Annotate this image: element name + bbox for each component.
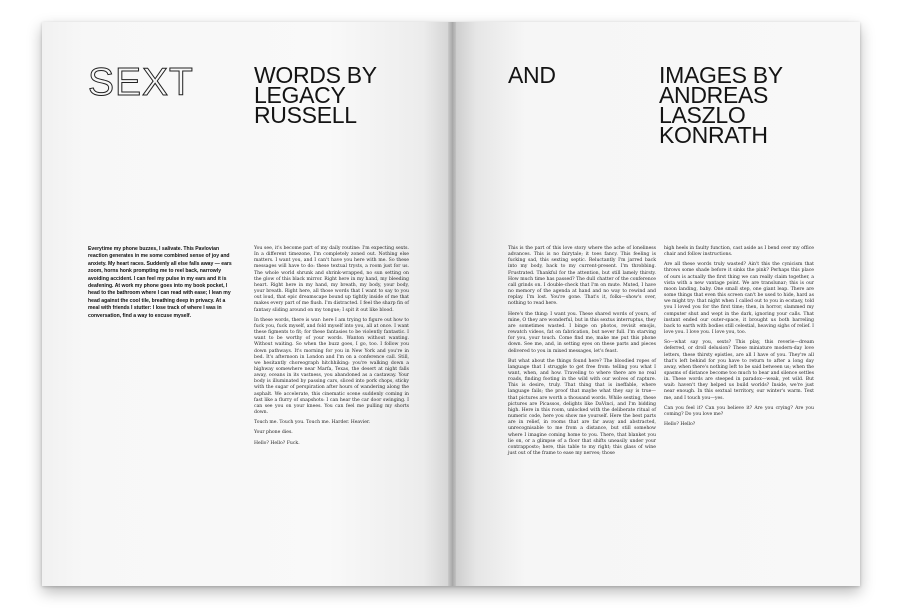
body-paragraph: You see, it's become part of my daily routine: I'm expecting sexts. In a different timezone, I'm completely zoned out. Nothing else matters. I want you, and I can't have you here with me. So these messages will have to do: these textual trysts, a room just for us. The whole world shrunk and shrink-wrapped, no sun setting on the glow of this black mirror. Right here in my hand, my bleeding heart. Right here in my hand, my breath, my body, your body, your breath. Right here, all those words that I want to say to you out loud, that epic dreamscape bound up tightly inside of me that makes every part of me flush. I'm distracted. I feel the sharp fin of fantasy sliding around on my tongue; I spit it out like blood. <box>254 246 409 313</box>
body-paragraph: high heels in faulty function, cast aside as I bend over my office chair and follow instructions. <box>664 246 814 258</box>
body-paragraph: So—what say you, sexts? This play, this reverie—dream deferred, or droll delusion? These miniature modern-day love letters, these thirsty epistles, are all I have of you. They're all that's left behind for you have to return to after a long day away, when there's nothing left to be said between us; when the spasms of distance become too much to bear and silence settles in. These words are steeped in paradox—weak, yet wild. But wait: haven't they helped us build worlds? Inside, we're just near enough. In this sextual territory, our winter's warm. Text me, and I touch you—yes. <box>664 340 814 401</box>
right-body-column-1 <box>508 246 656 461</box>
body-paragraph: Your phone dies. <box>254 430 293 436</box>
body-paragraph: In these words, there is war: here I am trying to figure out how to fuck you, fuck myself, and fold myself into you, all at once. I want these figments to fit; for these fantasies to be violently fantastic. I want to be worthy of your words. Wanton without wanting. Without waiting. So when the buzz goes, I go, too. I follow you down pathways. It's morning for you in New York and you're in bed. It's afternoon in London and I'm on a conference call. Still, we hesitantly choreograph hitchhiking: you're walking down a highway somewhere near Marfa, Texas, the desert at night falls away, oceans in its vastness, you abandoned as a castaway. Your body is illuminated by passing cars, sliced into pork chops, sticky with the sugar of perspiration after hours of wandering along the asphalt. We accelerate, this cinematic scene suddenly coming in fast like a flurry of snapshots: I can hear the car door swinging. I can see you on your knees. You can feel me pulling my shorts down. <box>254 317 409 416</box>
right-page <box>452 22 860 586</box>
body-paragraph: Hello? Hello? Fuck. <box>254 440 300 446</box>
right-body-column-2 <box>664 246 814 432</box>
body-paragraph: This is the part of this love story where the ache of loneliness advances. This is no fairytale; it toes fancy. This feeling is fucking sad, this sexting septic. Reluctantly I'm jarred back into my body, back to my current-present. I'm throbbing. Frustrated. Thankful for the attention, but still lamely thirsty. How much time has passed? The dull chatter of the conference call grinds on. I double-check that I'm on mute. Muted, I have no memory of the agenda at hand and no way to rewind and replay. I'm lost. You're gone. That's it, folks—show's over, nothing to read here. <box>508 246 656 307</box>
words-by-credit: WORDS BY LEGACY RUSSELL <box>254 62 377 128</box>
left-page <box>42 22 452 586</box>
body-paragraph: Here's the thing: I want you. These shared words of yours, of mine, O they are wonderful, but in this sextus interruptus, they are sometimes wasted. I binge on photos, revisit emojis, rewatch videos, fat on fabrication, but never full. I'm starving for you, your touch. Come find me, make me put this phone down. See me, and, in setting eyes on these parts and pieces delivered to you in mixed messages, let's feast. <box>508 311 656 354</box>
images-by-credit: IMAGES BY ANDREAS LASZLO KONRATH <box>659 62 783 148</box>
magazine-spread <box>42 22 860 586</box>
body-paragraph: Can you feel it? Can you believe it? Are you crying? Are you coming? Do you love me? <box>664 405 814 417</box>
body-paragraph: But what about the things found here? The bloodied ropes of language that I struggle to get free from: telling you what I want, when, and how. Traveling to where there are no real roads, finding footing in the wild with our wolves of rapture. This is desire, truly. That thing that is ineffable, where language fails; the proof that maybe what they say is true—that pictures are worth a thousand words. While sexting, these pictures are Picassos, delights like DaVinci, and I'm bidding high. Here in this room, unlocked with the deliberate ritual of numeric code, here you show me yourself. Here the best parts are in relief, in rooms that are far away and abstracted, unrecognisable to me from a distance, but still somehow where I imagine coming home to you. There, that blanket you lie on, or a glimpse of a floor that shifts uneasily under your contrapposto; here, this table to my right; this glass of wine just out of the frame to ease my nerves; those <box>508 358 656 456</box>
and-word: AND <box>508 62 556 88</box>
body-paragraph: Are all these words truly wasted? Ain't this the cynicism that throws some shade before it sinks the pink? Perhaps this place of ours is actually the first thing we can really claim together, a vista with a new vantage point. We are translunar; this is our moon landing, baby. One small step, one giant leap. There are some things that even this screen can't be used to hide, hard as we might try: that night when I called out to you in ecstasy, told you I loved you for the first time; then, in horror, slammed my computer shut and wept in the dark, ignoring your calls. That instant ended our outer-space, it brought us both barreling back to earth with bodies still celestial, heaving sighs of relief. I love you. I love you. I love you, too. <box>664 262 814 336</box>
body-paragraph: Hello? Hello? <box>664 422 696 428</box>
body-paragraph: Touch me. Touch you. Touch me. Harder. Heavier. <box>254 420 371 426</box>
lead-paragraph: Everytime my phone buzzes, I salivate. This Pavlovian reaction generates in me some combined sense of joy and anxiety. My heart races. Suddenly all else falls away — ears zoom, horns honk prompting me to reel back, narrowly avoiding accident. I can feel my pulse in my ears and it is deafening. At work my phone goes into my book pocket, I head to the bathroom where I can read with ease; I lean my head against the cool tile, breathing deep in privacy. At a meal with friends I stutter: I lose track of where I was in conversation, find a way to excuse myself. <box>88 246 232 319</box>
left-body-column <box>254 246 409 451</box>
article-title: SEXT <box>88 61 194 104</box>
book-spine-gutter <box>448 22 456 586</box>
